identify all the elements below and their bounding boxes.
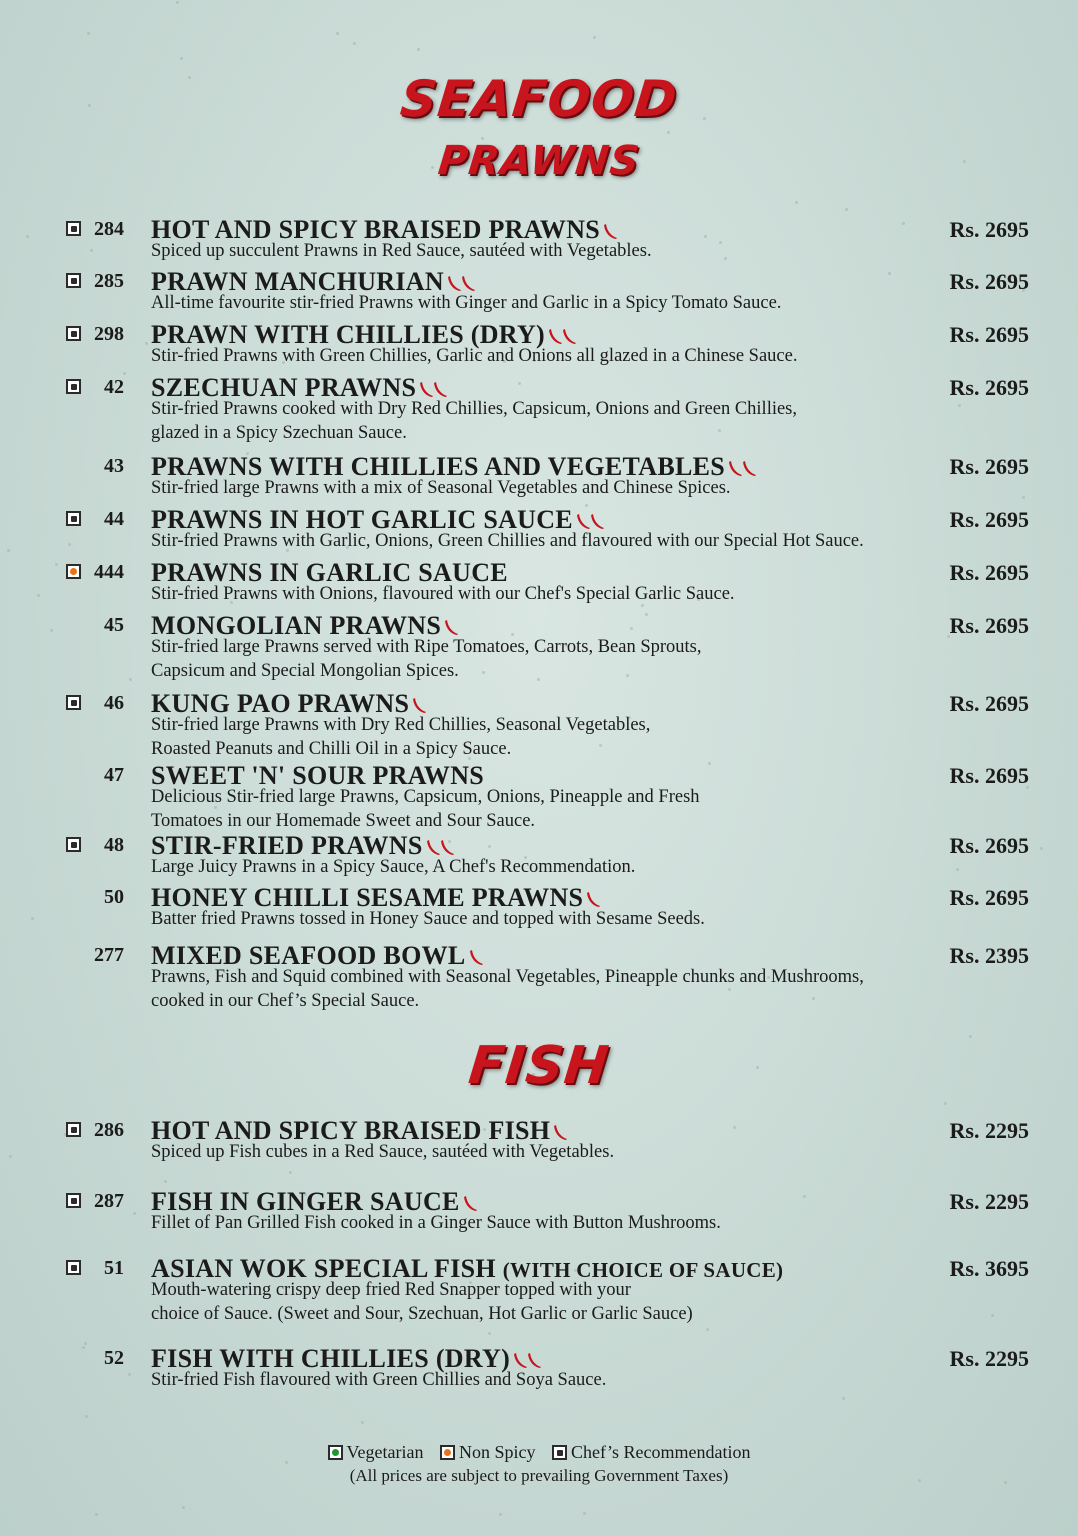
item-price: Rs. 2695: [949, 269, 1029, 294]
item-number: [60, 884, 124, 910]
background-speck: [361, 1421, 364, 1424]
item-description: [151, 397, 971, 445]
background-speck: [488, 1332, 491, 1335]
legend-chef-recommendation-label: Chef’s Recommendation: [571, 1442, 751, 1462]
chef-recommendation-icon: [66, 221, 81, 236]
chef-recommendation-icon: [66, 1260, 81, 1275]
item-number-text: 47: [104, 764, 124, 786]
item-description: [151, 907, 971, 931]
item-description: [151, 1211, 971, 1235]
item-name-text: PRAWN WITH CHILLIES (DRY): [151, 320, 545, 349]
background-speck: [645, 613, 648, 616]
item-number-text: 285: [94, 270, 124, 292]
item-description: [151, 965, 971, 1013]
legend-vegetarian-label: Vegetarian: [346, 1442, 424, 1462]
item-number-text: 43: [104, 455, 124, 477]
item-description-line: Stir-fried Prawns cooked with Dry Red Chillies, Capsicum, Onions and Green Chillies,: [151, 399, 798, 419]
chef-recommendation-icon: [66, 511, 81, 526]
item-description: [151, 476, 971, 500]
background-speck: [182, 1506, 185, 1509]
item-description-line: All-time favourite stir-fried Prawns with Ginger and Garlic in a Spicy Tomato Sauce.: [151, 293, 782, 313]
background-speck: [87, 32, 90, 35]
item-description-line: Stir-fried large Prawns with Dry Red Chillies, Seasonal Vegetables,: [151, 715, 651, 735]
item-name-text: SWEET 'N' SOUR PRAWNS: [151, 761, 485, 790]
non-spicy-icon: [440, 1445, 455, 1460]
background-speck: [176, 1, 179, 4]
background-speck: [129, 678, 132, 681]
background-speck: [706, 1328, 709, 1331]
item-price: Rs. 2695: [949, 885, 1029, 910]
background-speck: [90, 249, 93, 252]
item-name-text: ASIAN WOK SPECIAL FISH: [151, 1254, 496, 1283]
item-description: [151, 344, 971, 368]
background-speck: [336, 32, 339, 35]
chef-recommendation-icon: [66, 1193, 81, 1208]
item-name-text: HOT AND SPICY BRAISED PRAWNS: [151, 215, 601, 244]
item-price: Rs. 2695: [949, 454, 1029, 479]
item-price: Rs. 3695: [949, 1256, 1029, 1281]
item-number: [60, 506, 124, 532]
item-name-text: MONGOLIAN PRAWNS: [151, 611, 442, 640]
background-speck: [803, 1195, 806, 1198]
item-price: Rs. 2695: [949, 763, 1029, 788]
item-number-text: 284: [94, 218, 124, 240]
item-name-text: PRAWN MANCHURIAN: [151, 267, 444, 296]
item-price: Rs. 2695: [949, 375, 1029, 400]
item-description: [151, 785, 971, 833]
background-speck: [9, 1155, 12, 1158]
item-number-text: 444: [94, 561, 124, 583]
legend-non-spicy: [440, 1442, 536, 1463]
item-number: [60, 559, 124, 585]
item-number-text: 298: [94, 323, 124, 345]
item-description-line: Stir-fried large Prawns with a mix of Seasonal Vegetables and Chinese Spices.: [151, 478, 731, 498]
item-number: [60, 1188, 124, 1214]
background-speck: [164, 1180, 167, 1183]
item-price: Rs. 2695: [949, 507, 1029, 532]
item-price: Rs. 2395: [949, 943, 1029, 968]
vegetarian-icon: [328, 1445, 343, 1460]
item-description-line: Stir-fried Fish flavoured with Green Chillies and Soya Sauce.: [151, 1370, 607, 1390]
item-description-line: Stir-fried Prawns with Garlic, Onions, Green Chillies and flavoured with our Special Hot Sauce.: [151, 531, 864, 551]
background-speck: [488, 845, 491, 848]
background-speck: [991, 1314, 994, 1317]
chef-recommendation-icon: [66, 695, 81, 710]
item-name-text: STIR-FRIED PRAWNS: [151, 831, 423, 860]
item-description-line: Mouth-watering crispy deep fried Red Snapper topped with your: [151, 1280, 631, 1300]
item-number: [60, 1345, 124, 1371]
background-speck: [26, 235, 29, 238]
item-name-text: PRAWNS IN HOT GARLIC SAUCE: [151, 505, 573, 534]
item-number: [60, 321, 124, 347]
background-speck: [902, 222, 905, 225]
background-speck: [842, 1397, 845, 1400]
chef-recommendation-icon: [66, 326, 81, 341]
item-description: [151, 529, 971, 553]
item-name-text: FISH IN GINGER SAUCE: [151, 1187, 460, 1216]
background-speck: [37, 594, 40, 597]
item-number-text: 45: [104, 614, 124, 636]
item-name-text: SZECHUAN PRAWNS: [151, 373, 417, 402]
item-number: [60, 832, 124, 858]
background-speck: [583, 1512, 586, 1515]
item-name-text: HOT AND SPICY BRAISED FISH: [151, 1116, 551, 1145]
item-number: [60, 268, 124, 294]
item-description-line: Batter fried Prawns tossed in Honey Sauce and topped with Sesame Seeds.: [151, 909, 705, 929]
tax-note: (All prices are subject to prevailing Government Taxes): [349, 1466, 729, 1485]
item-description-line: Roasted Peanuts and Chilli Oil in a Spicy Sauce.: [151, 739, 512, 759]
item-number-text: 52: [104, 1347, 124, 1369]
prawns-title: PRAWNS: [435, 138, 643, 184]
item-name-text: PRAWNS WITH CHILLIES AND VEGETABLES: [151, 452, 726, 481]
background-speck: [95, 1513, 98, 1516]
background-speck: [630, 627, 633, 630]
item-number: [60, 612, 124, 638]
item-number-text: 277: [94, 944, 124, 966]
item-price: Rs. 2695: [949, 322, 1029, 347]
item-description-line: Stir-fried large Prawns served with Ripe Tomatoes, Carrots, Bean Sprouts,: [151, 637, 702, 657]
item-description-line: cooked in our Chef’s Special Sauce.: [151, 991, 420, 1011]
item-description: [151, 1368, 971, 1392]
item-number: [60, 690, 124, 716]
item-name-text: HONEY CHILLI SESAME PRAWNS: [151, 883, 584, 912]
item-price: Rs. 2695: [949, 833, 1029, 858]
chef-recommendation-icon: [66, 1122, 81, 1137]
seafood-title: SEAFOOD: [397, 70, 681, 128]
chef-recommendation-icon: [66, 379, 81, 394]
item-description-line: Delicious Stir-fried large Prawns, Capsicum, Onions, Pineapple and Fresh: [151, 787, 700, 807]
legend-vegetarian: [328, 1442, 424, 1463]
legend-chef-recommendation: [552, 1442, 750, 1463]
chef-recommendation-icon: [66, 837, 81, 852]
background-speck: [353, 42, 356, 45]
item-number-text: 51: [104, 1257, 124, 1279]
item-number: [60, 374, 124, 400]
item-description: [151, 1140, 971, 1164]
item-price: Rs. 2695: [949, 691, 1029, 716]
item-description-line: Capsicum and Special Mongolian Spices.: [151, 661, 459, 681]
background-speck: [50, 629, 53, 632]
item-description: [151, 582, 971, 606]
background-speck: [31, 917, 34, 920]
non-spicy-icon: [66, 564, 81, 579]
background-speck: [593, 36, 596, 39]
item-description: [151, 291, 971, 315]
fish-title: FISH: [465, 1036, 613, 1096]
background-speck: [1040, 847, 1043, 850]
background-speck: [667, 131, 670, 134]
item-name-text: FISH WITH CHILLIES (DRY): [151, 1344, 511, 1373]
background-speck: [55, 563, 58, 566]
item-description-line: Stir-fried Prawns with Onions, flavoured with our Chef's Special Garlic Sauce.: [151, 584, 735, 604]
item-description-line: Spiced up Fish cubes in a Red Sauce, sautéed with Vegetables.: [151, 1142, 615, 1162]
chef-recommendation-icon: [552, 1445, 567, 1460]
item-description-line: Stir-fried Prawns with Green Chillies, Garlic and Onions all glazed in a Chinese Sauce.: [151, 346, 798, 366]
item-price: Rs. 2695: [949, 613, 1029, 638]
item-price: Rs. 2695: [949, 217, 1029, 242]
background-speck: [888, 272, 891, 275]
item-name-text: KUNG PAO PRAWNS: [151, 689, 410, 718]
item-description: [151, 855, 971, 879]
background-speck: [704, 235, 707, 238]
item-price: Rs. 2295: [949, 1118, 1029, 1143]
background-speck: [417, 48, 420, 51]
background-speck: [180, 57, 183, 60]
item-description-line: glazed in a Spicy Szechuan Sauce.: [151, 423, 407, 443]
item-number-text: 50: [104, 886, 124, 908]
item-description: [151, 239, 971, 263]
item-price: Rs. 2695: [949, 560, 1029, 585]
item-number-text: 42: [104, 376, 124, 398]
item-number: [60, 216, 124, 242]
background-speck: [708, 762, 711, 765]
background-speck: [7, 549, 10, 552]
background-speck: [68, 543, 71, 546]
item-number-text: 286: [94, 1119, 124, 1141]
item-description: [151, 635, 971, 683]
background-speck: [145, 342, 148, 345]
item-name-text: MIXED SEAFOOD BOWL: [151, 941, 466, 970]
background-speck: [85, 1415, 88, 1418]
background-speck: [289, 1171, 292, 1174]
background-speck: [1022, 496, 1025, 499]
item-description-line: Spiced up succulent Prawns in Red Sauce, sautéed with Vegetables.: [151, 241, 652, 261]
item-number-text: 46: [104, 692, 124, 714]
item-number: [60, 762, 124, 788]
background-speck: [518, 382, 521, 385]
chef-recommendation-icon: [66, 273, 81, 288]
background-speck: [499, 1513, 502, 1516]
item-description-line: Fillet of Pan Grilled Fish cooked in a Ginger Sauce with Button Mushrooms.: [151, 1213, 721, 1233]
background-speck: [133, 1212, 136, 1215]
item-name-suffix: (WITH CHOICE OF SAUCE): [502, 1258, 784, 1282]
item-name-text: PRAWNS IN GARLIC SAUCE: [151, 558, 508, 587]
legend-non-spicy-label: Non Spicy: [459, 1442, 536, 1462]
background-speck: [944, 1102, 947, 1105]
item-number-text: 48: [104, 834, 124, 856]
item-price: Rs. 2295: [949, 1346, 1029, 1371]
background-speck: [795, 201, 798, 204]
item-number: [60, 1117, 124, 1143]
item-description-line: Tomatoes in our Homemade Sweet and Sour Sauce.: [151, 811, 536, 831]
item-description-line: Large Juicy Prawns in a Spicy Sauce, A Chef's Recommendation.: [151, 857, 636, 877]
item-number: [60, 942, 124, 968]
item-description: [151, 713, 971, 761]
item-description-line: choice of Sauce. (Sweet and Sour, Szechuan, Hot Garlic or Garlic Sauce): [151, 1304, 693, 1324]
item-description: [151, 1278, 971, 1326]
item-description-line: Prawns, Fish and Squid combined with Seasonal Vegetables, Pineapple chunks and Mushrooms,: [151, 967, 864, 987]
item-number-text: 287: [94, 1190, 124, 1212]
item-number: [60, 1255, 124, 1281]
item-number-text: 44: [104, 508, 124, 530]
item-price: Rs. 2295: [949, 1189, 1029, 1214]
background-speck: [128, 1373, 131, 1376]
legend: [0, 1442, 1078, 1463]
background-speck: [733, 1126, 736, 1129]
item-number: [60, 453, 124, 479]
background-speck: [845, 208, 848, 211]
